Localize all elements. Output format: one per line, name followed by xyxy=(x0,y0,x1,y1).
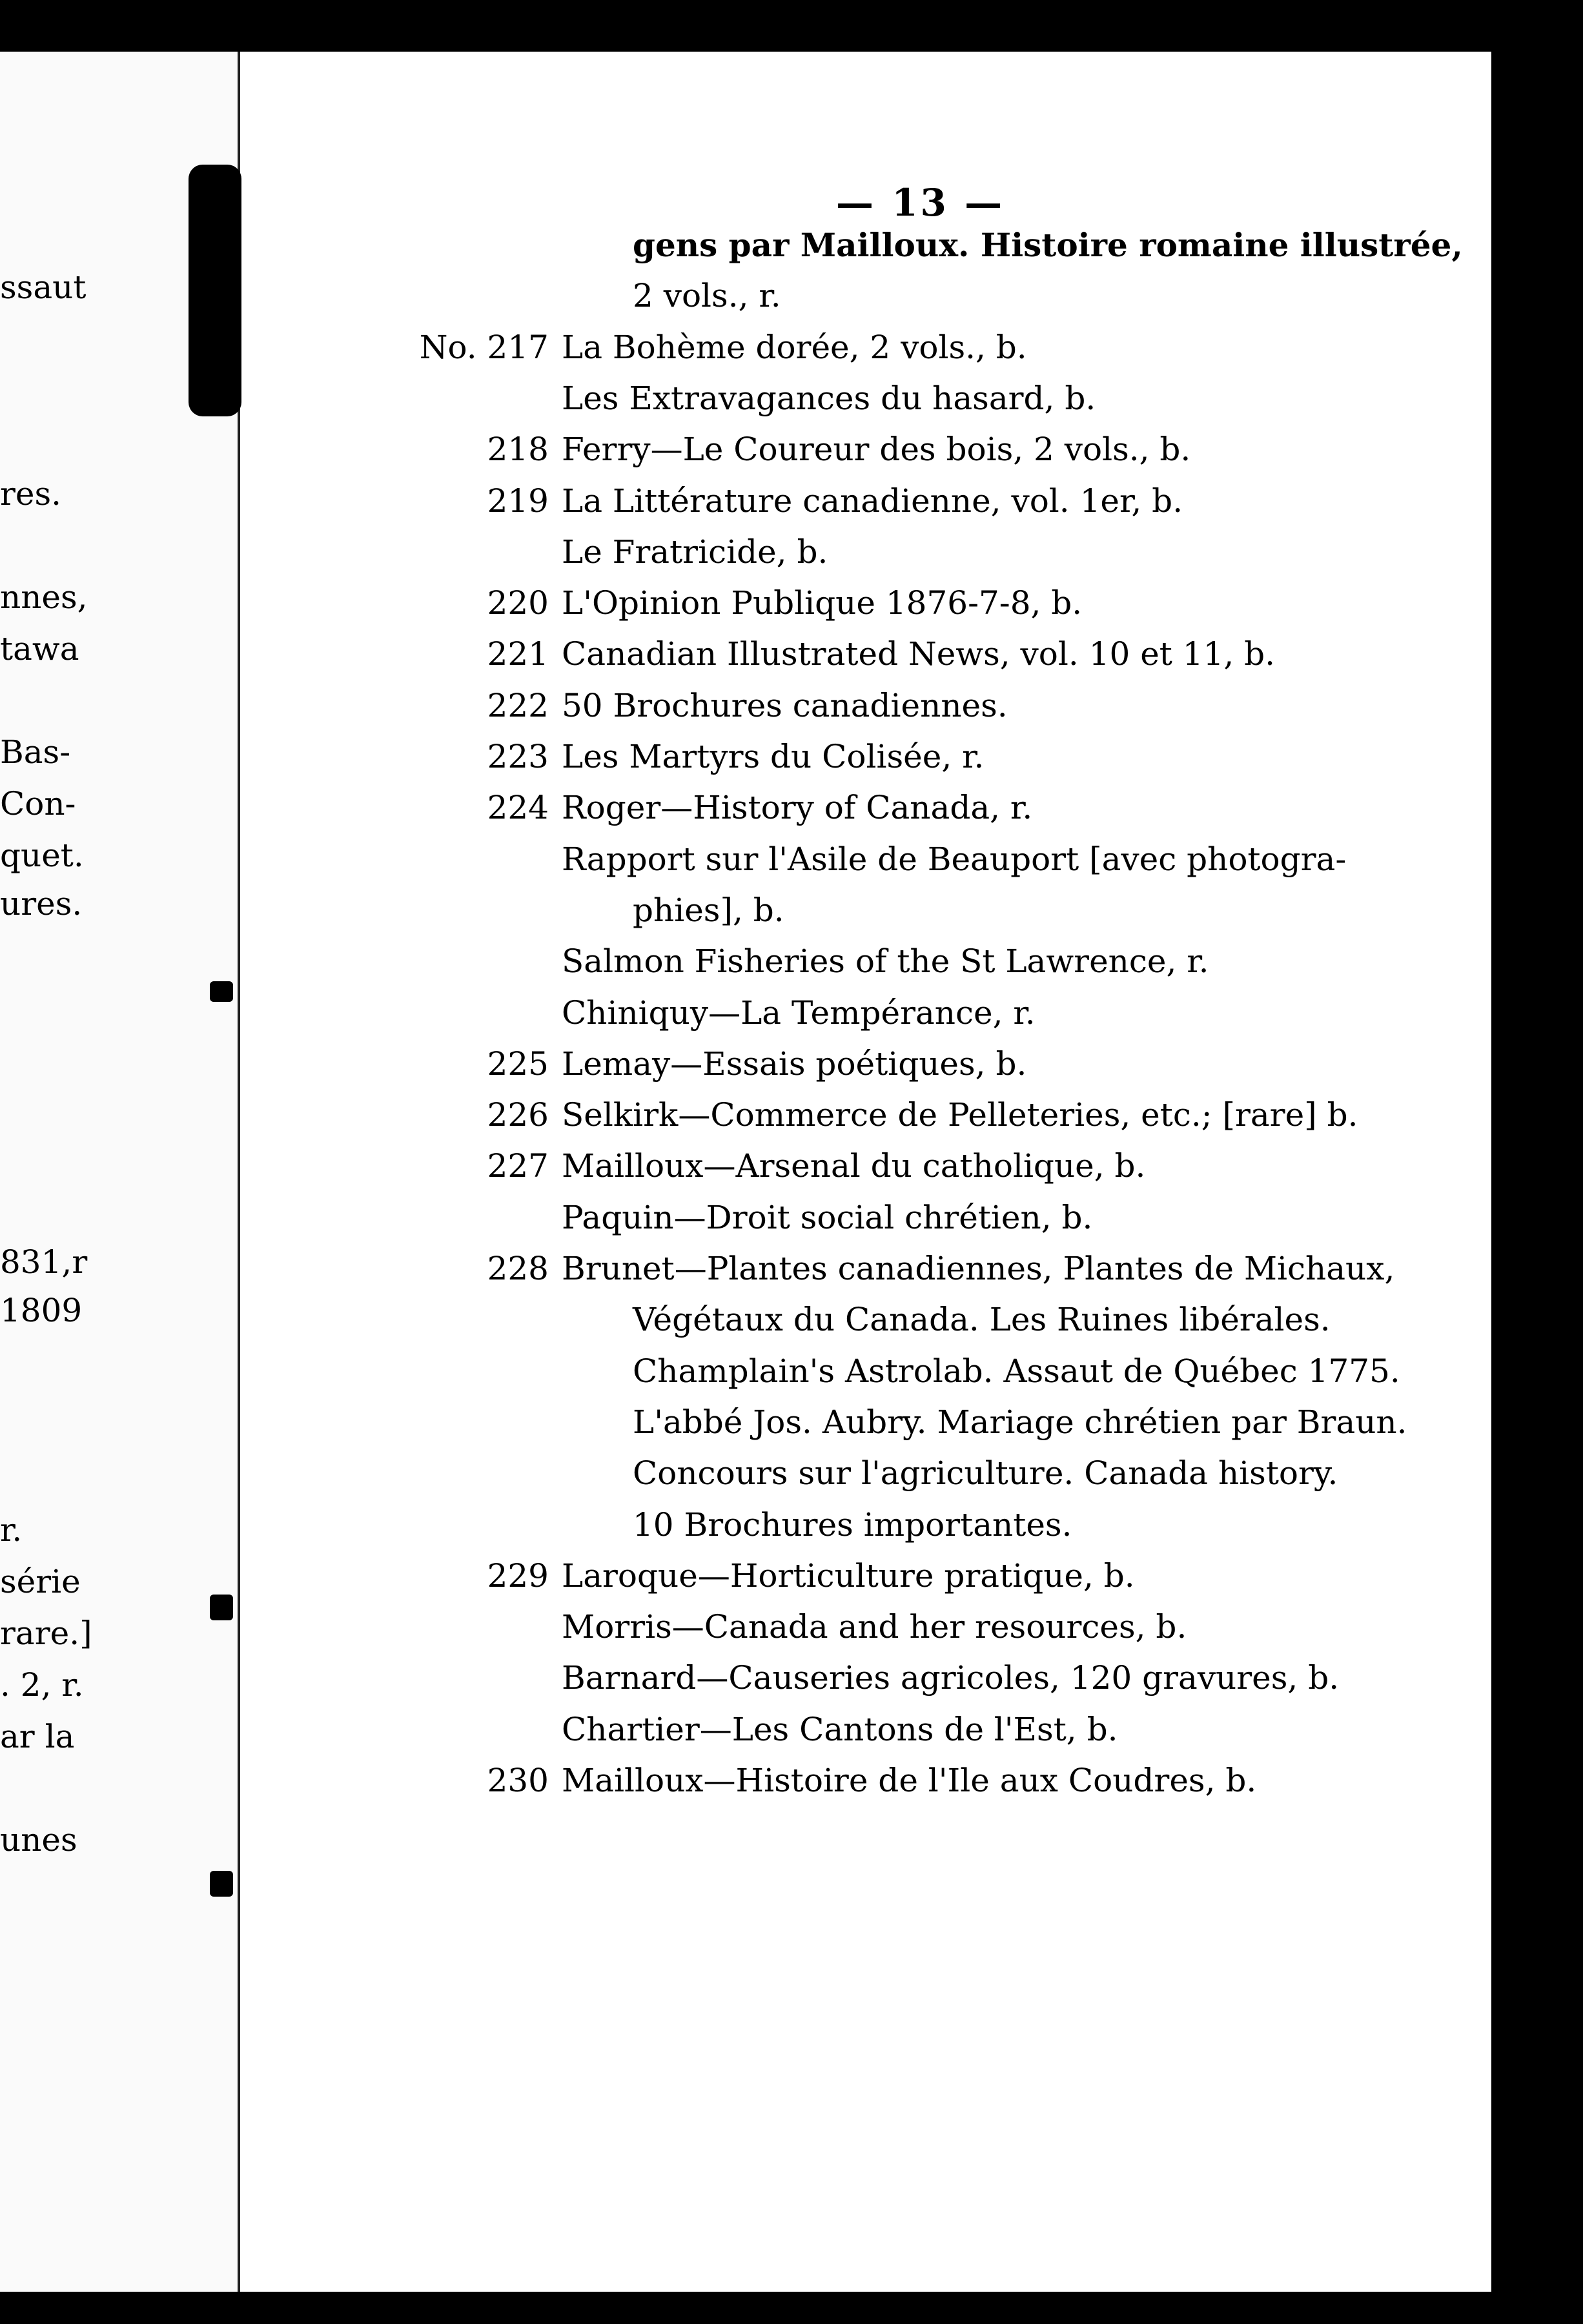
left-fragment: ures. xyxy=(0,885,83,922)
entry-text: Chartier—Les Cantons de l'Est, b. xyxy=(562,1710,1118,1748)
entry-text: Concours sur l'agriculture. Canada history. xyxy=(633,1454,1338,1493)
entry-number: 230 xyxy=(487,1762,549,1799)
entry-text: Chiniquy—La Tempérance, r. xyxy=(562,994,1036,1032)
entry-text: Canadian Illustrated News, vol. 10 et 11, b. xyxy=(562,635,1276,673)
entry-text: L'abbé Jos. Aubry. Mariage chrétien par Braun. xyxy=(633,1403,1407,1441)
entry-number: 223 xyxy=(487,738,549,775)
scanned-page xyxy=(0,52,1491,2292)
entry-number: 219 xyxy=(487,482,549,520)
left-fragment: nnes, xyxy=(0,578,88,616)
left-fragment: tawa xyxy=(0,630,79,668)
entry-number: 218 xyxy=(487,431,549,469)
entry-text: 50 Brochures canadiennes. xyxy=(562,686,1008,724)
binding-clip xyxy=(210,981,233,1002)
left-fragment: unes xyxy=(0,1821,77,1859)
entry-number: No. 217 xyxy=(419,328,549,366)
entry-text: Selkirk—Commerce de Pelleteries, etc.; [rare] b. xyxy=(562,1096,1358,1134)
entry-text: Brunet—Plantes canadiennes, Plantes de Michaux, xyxy=(562,1250,1395,1287)
page-number: — 13 — xyxy=(836,181,1005,225)
entry-number: 221 xyxy=(487,635,549,673)
left-fragment: ssaut xyxy=(0,269,87,306)
binding-clip xyxy=(210,1871,233,1897)
entry-text: 2 vols., r. xyxy=(633,277,781,315)
entry-number: 229 xyxy=(487,1556,549,1595)
entry-text: 10 Brochures importantes. xyxy=(633,1505,1072,1544)
left-fragment: 831,r xyxy=(0,1243,88,1281)
entry-number: 225 xyxy=(487,1045,549,1083)
binding-clip xyxy=(210,1595,233,1620)
entry-text: Mailloux—Arsenal du catholique, b. xyxy=(562,1147,1146,1185)
left-fragment: r. xyxy=(0,1511,23,1549)
left-fragment: Bas- xyxy=(0,733,71,771)
entry-text: Morris—Canada and her resources, b. xyxy=(562,1608,1187,1646)
entry-number: 227 xyxy=(487,1147,549,1185)
entry-text: Laroque—Horticulture pratique, b. xyxy=(562,1556,1135,1595)
entry-number: 224 xyxy=(487,789,549,827)
entry-text: L'Opinion Publique 1876-7-8, b. xyxy=(562,584,1083,622)
left-fragment: quet. xyxy=(0,837,84,874)
entry-text: gens par Mailloux. Histoire romaine illustrée, xyxy=(633,226,1463,264)
entry-text: Les Extravagances du hasard, b. xyxy=(562,379,1096,417)
entry-text: phies], b. xyxy=(633,891,784,929)
left-fragment: res. xyxy=(0,475,62,513)
entry-text: Roger—History of Canada, r. xyxy=(562,789,1033,827)
entry-text: Les Martyrs du Colisée, r. xyxy=(562,738,985,775)
entry-text: Lemay—Essais poétiques, b. xyxy=(562,1045,1027,1083)
entry-text: La Bohème dorée, 2 vols., b. xyxy=(562,328,1027,366)
left-fragment: . 2, r. xyxy=(0,1666,84,1704)
entry-number: 228 xyxy=(487,1250,549,1287)
entry-text: Salmon Fisheries of the St Lawrence, r. xyxy=(562,943,1209,981)
entry-text: Barnard—Causeries agricoles, 120 gravures, b. xyxy=(562,1659,1340,1697)
binding-clip xyxy=(189,165,241,416)
entry-number: 226 xyxy=(487,1096,549,1134)
entry-text: Végétaux du Canada. Les Ruines libérales. xyxy=(633,1301,1331,1339)
entry-text: Paquin—Droit social chrétien, b. xyxy=(562,1198,1093,1236)
entry-text: La Littérature canadienne, vol. 1er, b. xyxy=(562,482,1183,520)
entry-text: Ferry—Le Coureur des bois, 2 vols., b. xyxy=(562,431,1191,469)
left-fragment: ar la xyxy=(0,1718,75,1755)
entry-text: Le Fratricide, b. xyxy=(562,533,828,571)
entry-text: Rapport sur l'Asile de Beauport [avec photogra- xyxy=(562,840,1347,878)
entry-text: Mailloux—Histoire de l'Ile aux Coudres, b. xyxy=(562,1762,1257,1799)
left-fragment: série xyxy=(0,1563,81,1600)
left-fragment: Con- xyxy=(0,785,76,822)
left-fragment: rare.] xyxy=(0,1615,92,1652)
entry-number: 222 xyxy=(487,686,549,724)
left-fragment: 1809 xyxy=(0,1292,83,1329)
entry-text: Champlain's Astrolab. Assaut de Québec 1775. xyxy=(633,1352,1400,1390)
entry-number: 220 xyxy=(487,584,549,622)
